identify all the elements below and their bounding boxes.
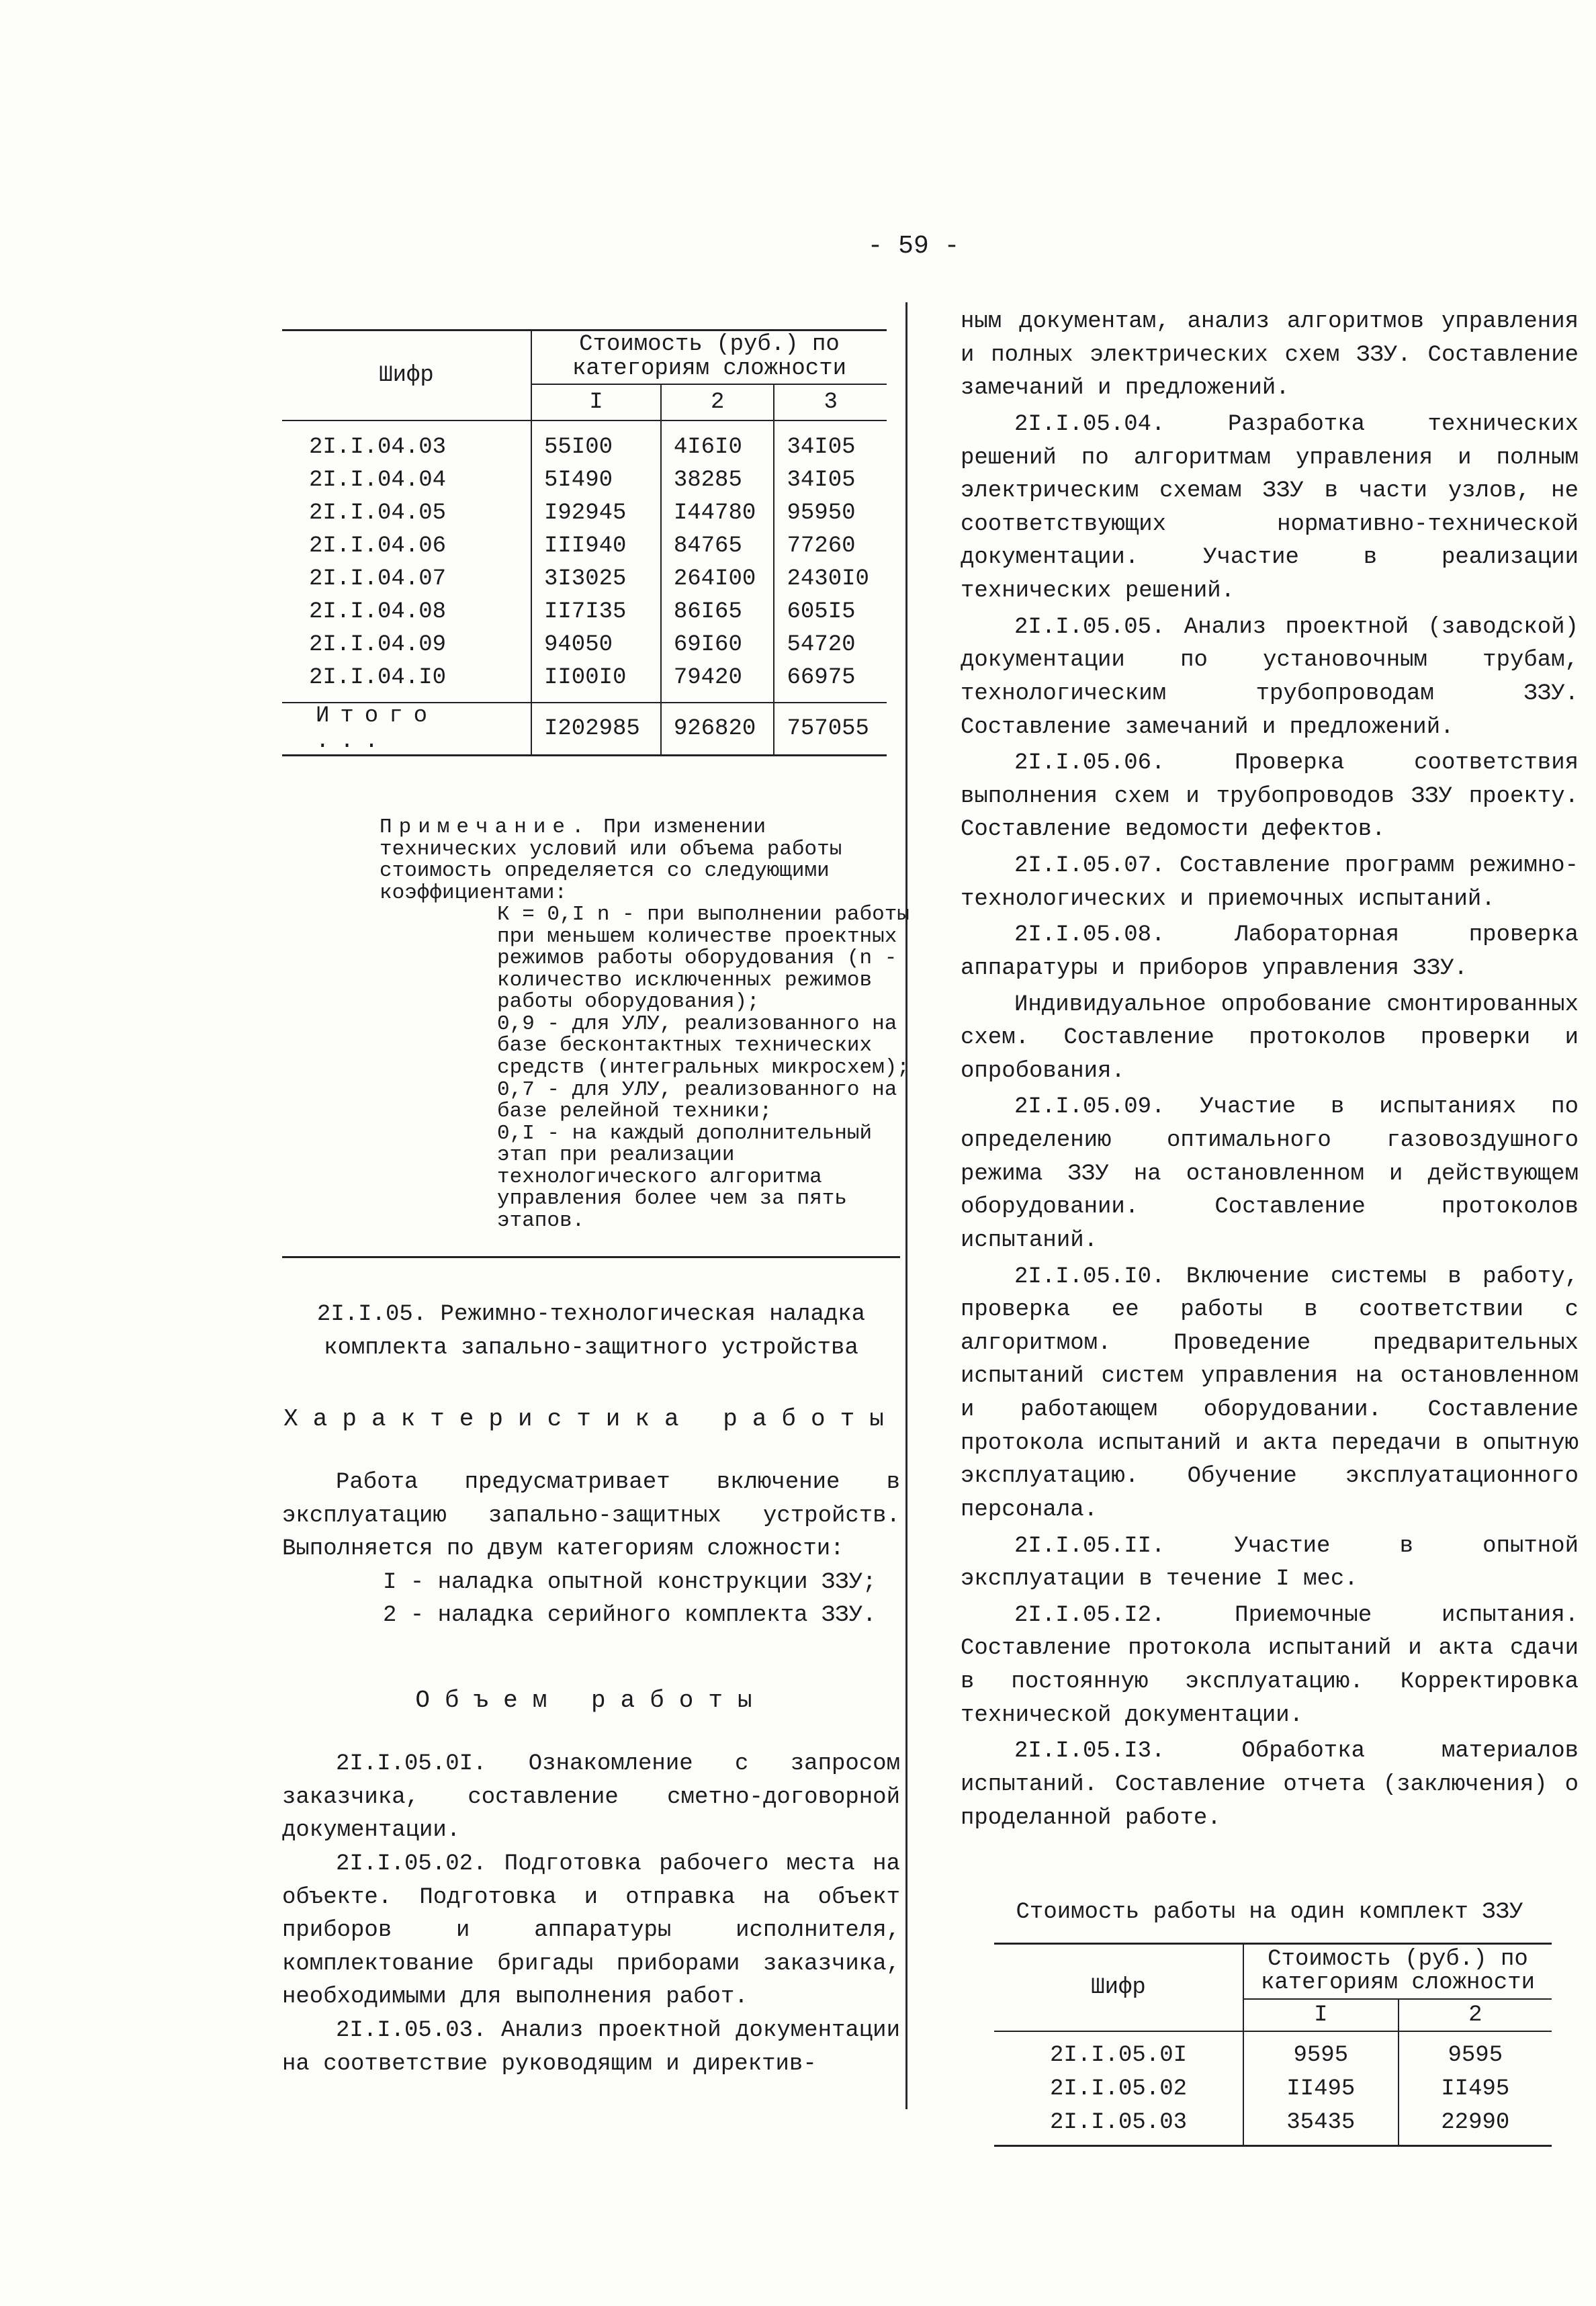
row-code: 2I.I.04.08 [309,598,447,625]
work-item: 2I.I.05.08. Лабораторная проверка аппаратуры и приборов управления ЗЗУ. [961,922,1579,981]
table1-cat-3: 3 [774,384,887,420]
work-item: 2I.I.05.0I. Ознакомление с запросом заказчика, составление сметно-договорной документации. [282,1751,900,1844]
row-value: 5I490 [531,463,661,496]
table2-caption: Стоимость работы на один комплект ЗЗУ [1016,1900,1523,1926]
work-item: 2I.I.05.I2. Приемочные испытания. Составление протокола испытаний и акта сдачи в постоянную эксплуатацию. Корректировка технической документации. [961,1602,1579,1728]
row-value: 86I65 [661,595,774,628]
total-row [282,703,887,756]
table-row [282,496,887,529]
row-code: 2I.I.05.02 [1049,2076,1188,2102]
total-label: Итого ... [282,703,531,756]
row-value: II7I35 [531,595,661,628]
table-row [994,2106,1552,2146]
total-value: 926820 [661,703,774,756]
characteristic-paragraph: Работа предусматривает включение в эксплуатацию запально-защитных устройств. Выполняется по двум категориям сложности: [282,1469,900,1562]
row-value: 3I3025 [531,562,661,595]
cost-table-04 [282,329,887,756]
row-value: II495 [1243,2072,1399,2106]
row-code: 2I.I.04.05 [309,500,447,526]
cost-table-05 [994,1943,1552,2147]
row-value: I92945 [531,496,661,529]
row-value: 54720 [774,628,887,661]
row-value: 9595 [1399,2031,1552,2072]
table-row [282,529,887,562]
row-value: 605I5 [774,595,887,628]
section-title-line-1: 2I.I.05. Режимно-технологическая наладка [316,1302,866,1328]
row-value: 66975 [774,661,887,703]
table-row [282,595,887,628]
category-2: 2 - наладка серийного комплекта ЗЗУ. [383,1603,877,1629]
work-item: Индивидуальное опробование смонтированных схем. Составление протоколов проверки и опробования. [961,991,1579,1084]
right-column [961,306,1579,2147]
row-value: 2430I0 [774,562,887,595]
row-value: 38285 [661,463,774,496]
note-coef-4: 0,I - на каждый дополнительный этап при реализации технологического алгоритма управления более чем за пять этапов. [497,1121,873,1233]
work-item: 2I.I.05.02. Подготовка рабочего места на объекте. Подготовка и отправка на объект приборов и аппаратуры исполнителя, комплектование бригады приборами заказчика, необходимыми для выполнения работ. [282,1851,900,2010]
work-item: 2I.I.05.09. Участие в испытаниях по определению оптимального газовоздушного режима ЗЗУ на остановленном и действующем оборудовании. Составление протоколов испытаний. [961,1094,1579,1253]
table2-cat-2: 2 [1399,1999,1552,2031]
row-code: 2I.I.04.06 [309,533,447,559]
row-value: 34I05 [774,420,887,463]
left-column [282,329,910,2081]
row-value: I44780 [661,496,774,529]
work-items-right [961,306,1579,1835]
row-value: II00I0 [531,661,661,703]
table-row [282,420,887,463]
page-number: - 59 - [867,232,960,261]
row-value: II495 [1399,2072,1552,2106]
row-code: 2I.I.04.09 [309,631,447,658]
work-item: 2I.I.05.I3. Обработка материалов испытаний. Составление отчета (заключения) о проделанной работе. [961,1738,1579,1831]
row-code: 2I.I.05.0I [994,2031,1243,2072]
row-value: 264I00 [661,562,774,595]
row-value: 9595 [1243,2031,1399,2072]
row-value: 84765 [661,529,774,562]
total-value: I202985 [531,703,661,756]
characteristic-heading: Характеристика работы [283,1405,899,1433]
table-row [994,2072,1552,2106]
table2-cat-1: I [1243,1999,1399,2031]
note-coef-3: 0,7 - для УЛУ, реализованного на базе релейной техники; [497,1077,897,1124]
table-row [282,628,887,661]
row-value: 35435 [1243,2106,1399,2146]
table-row [994,2031,1552,2072]
row-value: 55I00 [531,420,661,463]
work-item: 2I.I.05.06. Проверка соответствия выполнения схем и трубопроводов ЗЗУ проекту. Составление ведомости дефектов. [961,750,1579,843]
table-row [282,562,887,595]
row-code: 2I.I.04.I0 [309,664,447,691]
row-value: 77260 [774,529,887,562]
row-value: 69I60 [661,628,774,661]
work-item-continued: ным документам, анализ алгоритмов управления и полных электрических схем ЗЗУ. Составление замечаний и предложений. [961,309,1579,402]
row-code: 2I.I.04.07 [309,566,447,592]
table-row [282,463,887,496]
row-value: 4I6I0 [661,420,774,463]
row-code: 2I.I.04.03 [282,420,531,463]
total-value: 757055 [774,703,887,756]
work-item: 2I.I.05.05. Анализ проектной (заводской) документации по установочным трубам, технологическим трубопроводам ЗЗУ. Составление замечаний и предложений. [961,614,1579,740]
table2-header-cost: Стоимость (руб.) по категориям сложности [1243,1944,1552,2000]
section-title-line-2: комплекта запально-защитного устройства [324,1335,858,1361]
row-value: III940 [531,529,661,562]
row-value: 79420 [661,661,774,703]
work-item: 2I.I.05.04. Разработка технических решений по алгоритмам управления и полным электрическим схемам ЗЗУ в части узлов, не соответствующих нормативно-технической документации. Участие в реализации технических решений. [961,411,1579,604]
work-items-left [282,1748,900,2081]
table1-header-code: Шифр [379,363,434,388]
table-note [380,817,910,1232]
work-item: 2I.I.05.07. Составление программ режимно-технологических и приемочных испытаний. [961,853,1579,912]
note-coef-2: 0,9 - для УЛУ, реализованного на базе бесконтактных технических средств (интегральных микросхем); [497,1012,910,1080]
table1-cat-1: I [531,384,661,420]
row-value: 34I05 [774,463,887,496]
table1-header-cost: Стоимость (руб.) по категориям сложности [531,330,887,385]
section-title [282,1298,900,1365]
work-item: 2I.I.05.II. Участие в опытной эксплуатации в течение I мес. [961,1533,1579,1593]
table-row [282,661,887,703]
category-1: I - наладка опытной конструкции ЗЗУ; [383,1569,877,1595]
characteristic-text [282,1466,900,1633]
note-label: Примечание. [380,815,591,839]
row-value: 94050 [531,628,661,661]
table1-cat-2: 2 [661,384,774,420]
table2-header-code: Шифр [1091,1975,1146,2001]
work-item: 2I.I.05.03. Анализ проектной документации на соответствие руководящим и директив- [282,2018,900,2077]
note-intro: При изменении технических условий или объема работы стоимость определяется со следующими коэффициентами: [380,815,842,905]
section-divider [282,1256,900,1258]
row-value: 95950 [774,496,887,529]
row-code: 2I.I.04.04 [309,467,447,493]
row-code: 2I.I.05.03 [1049,2110,1188,2136]
work-item: 2I.I.05.I0. Включение системы в работу, проверка ее работы в соответствии с алгоритмом. Проведение предварительных испытаний систем управления на остановленном и работающем оборудовании. Составление протокола испытаний и акта передачи в опытную эксплуатацию. Обучение эксплуатационного персонала. [961,1263,1579,1523]
row-value: 22990 [1399,2106,1552,2146]
note-coef-1: К = 0,I n - при выполнении работы при меньшем количестве проектных режимов работы оборудования (n - количество исключенных режимов работы оборудования); [497,903,910,1014]
volume-heading: Объем работы [415,1687,767,1715]
